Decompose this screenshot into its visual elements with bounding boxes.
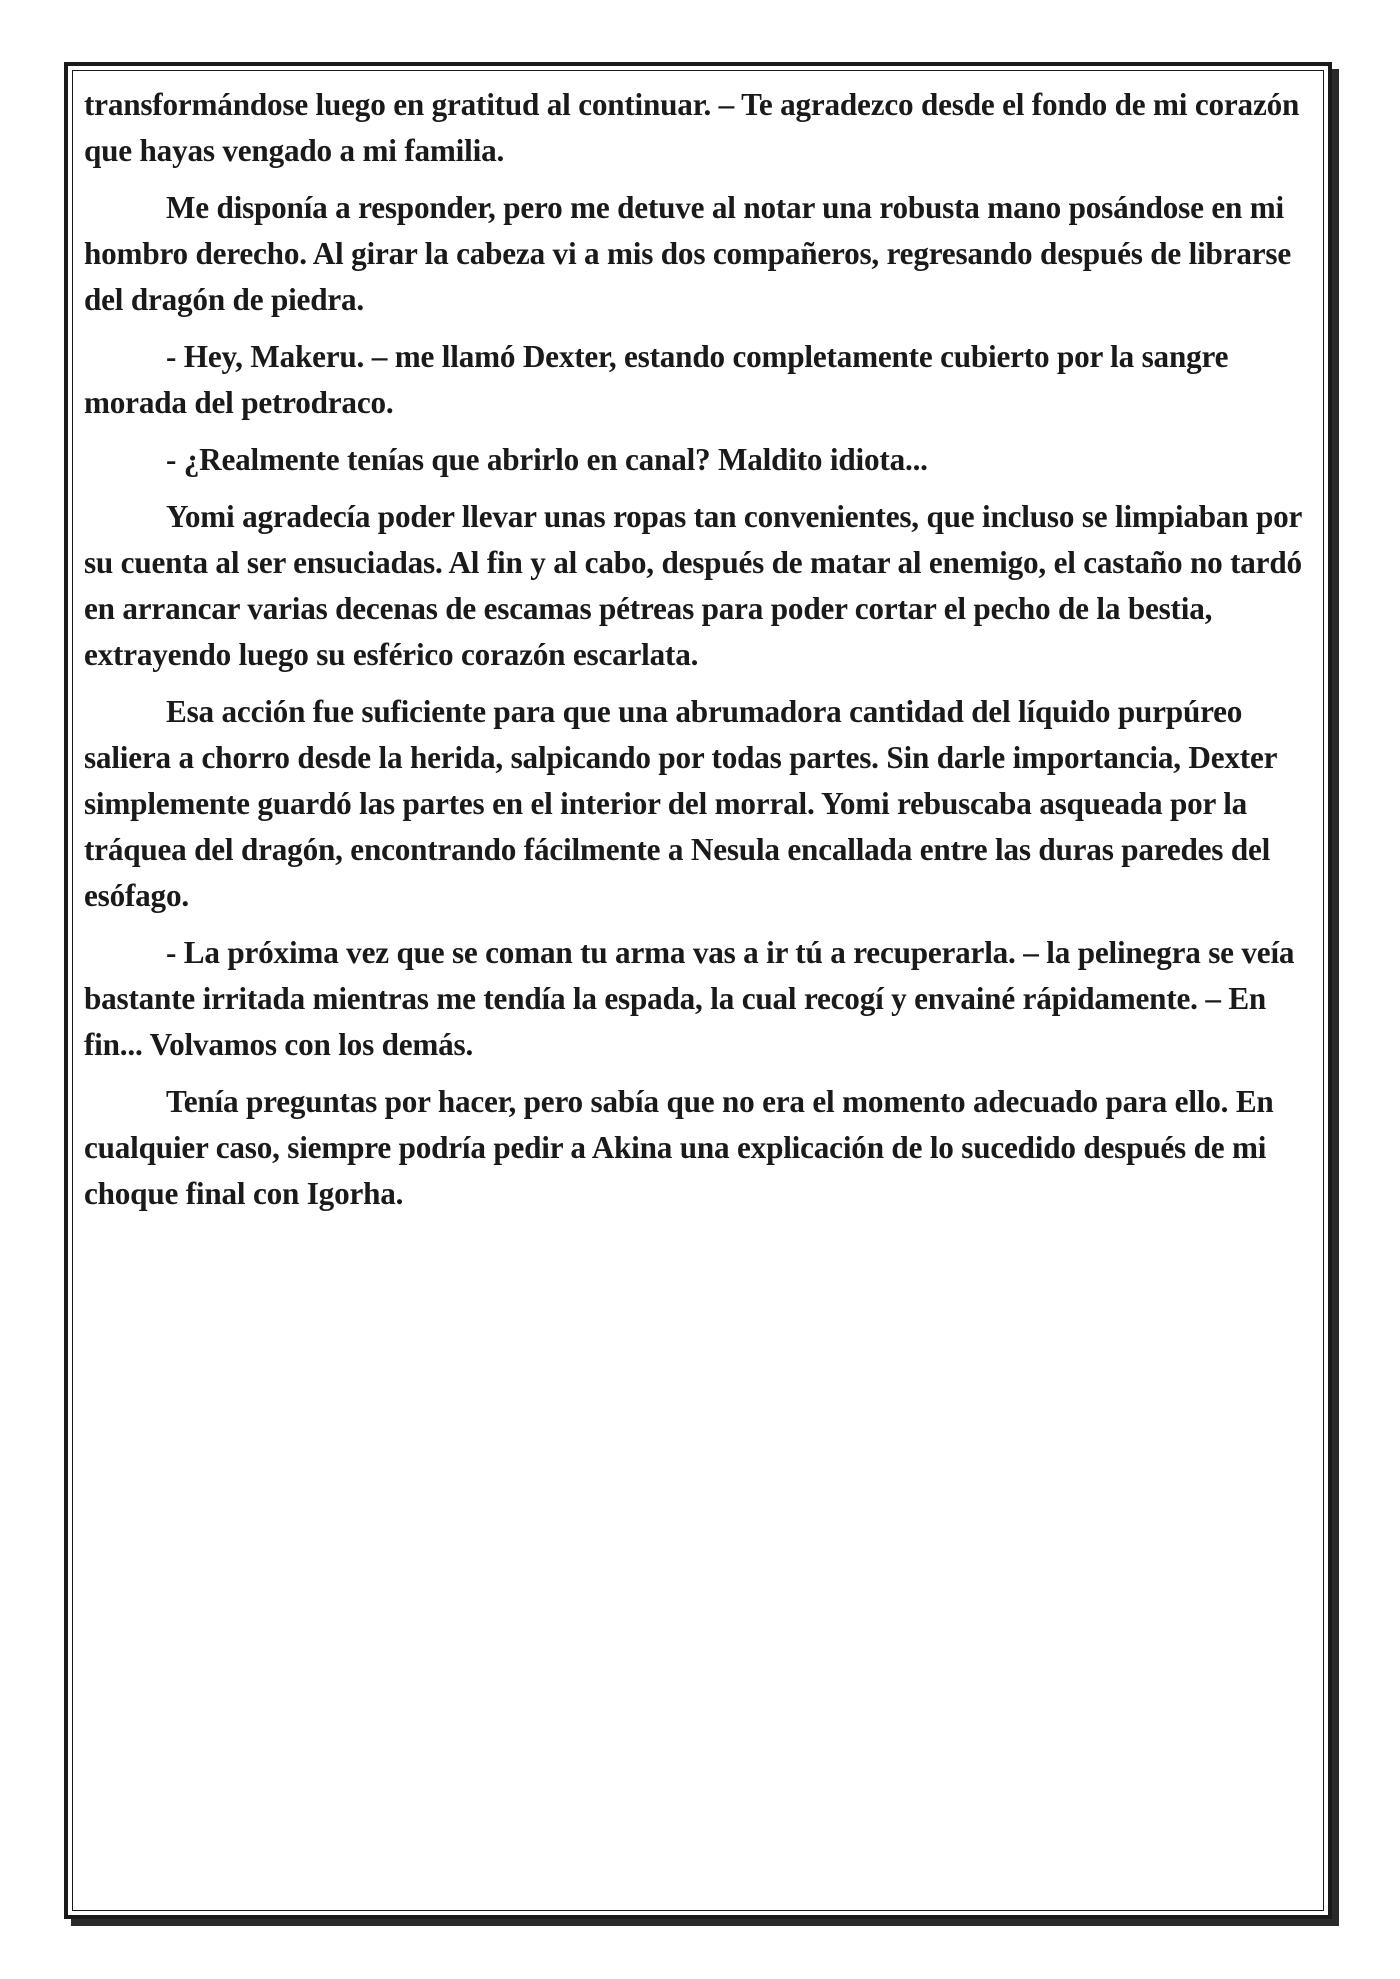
paragraph-1: transformándose luego en gratitud al continuar. – Te agradezco desde el fondo de mi corazón que hayas vengado a mi familia. xyxy=(84,87,1300,168)
document-body xyxy=(84,82,1316,1228)
paragraph-8: Tenía preguntas por hacer, pero sabía que no era el momento adecuado para ello. En cualquier caso, siempre podría pedir a Akina una explicación de lo sucedido después de mi choque final con Igorha. xyxy=(84,1084,1274,1211)
paragraph-7-dialogue: - La próxima vez que se coman tu arma vas a ir tú a recuperarla. – la pelinegra se veía bastante irritada mientras me tendía la espada, la cual recogí y envainé rápidamente. – En fin... Volvamos con los demás. xyxy=(84,935,1295,1062)
paragraph-3-dialogue: - Hey, Makeru. – me llamó Dexter, estando completamente cubierto por la sangre morada del petrodraco. xyxy=(84,339,1229,420)
paragraph-6: Esa acción fue suficiente para que una abrumadora cantidad del líquido purpúreo saliera a chorro desde la herida, salpicando por todas partes. Sin darle importancia, Dexter simplemente guardó las partes en el interior del morral. Yomi rebuscaba asqueada por la tráquea del dragón, encontrando fácilmente a Nesula encallada entre las duras paredes del esófago. xyxy=(84,694,1277,913)
paragraph-4-dialogue: - ¿Realmente tenías que abrirlo en canal? Maldito idiota... xyxy=(166,442,928,477)
paragraph-5: Yomi agradecía poder llevar unas ropas tan convenientes, que incluso se limpiaban por su cuenta al ser ensuciadas. Al fin y al cabo, después de matar al enemigo, el castaño no tardó en arrancar varias decenas de escamas pétreas para poder cortar el pecho de la bestia, extrayendo luego su esférico corazón escarlata. xyxy=(84,499,1302,672)
paragraph-2: Me disponía a responder, pero me detuve al notar una robusta mano posándose en mi hombro derecho. Al girar la cabeza vi a mis dos compañeros, regresando después de librarse del dragón de piedra. xyxy=(84,190,1291,317)
